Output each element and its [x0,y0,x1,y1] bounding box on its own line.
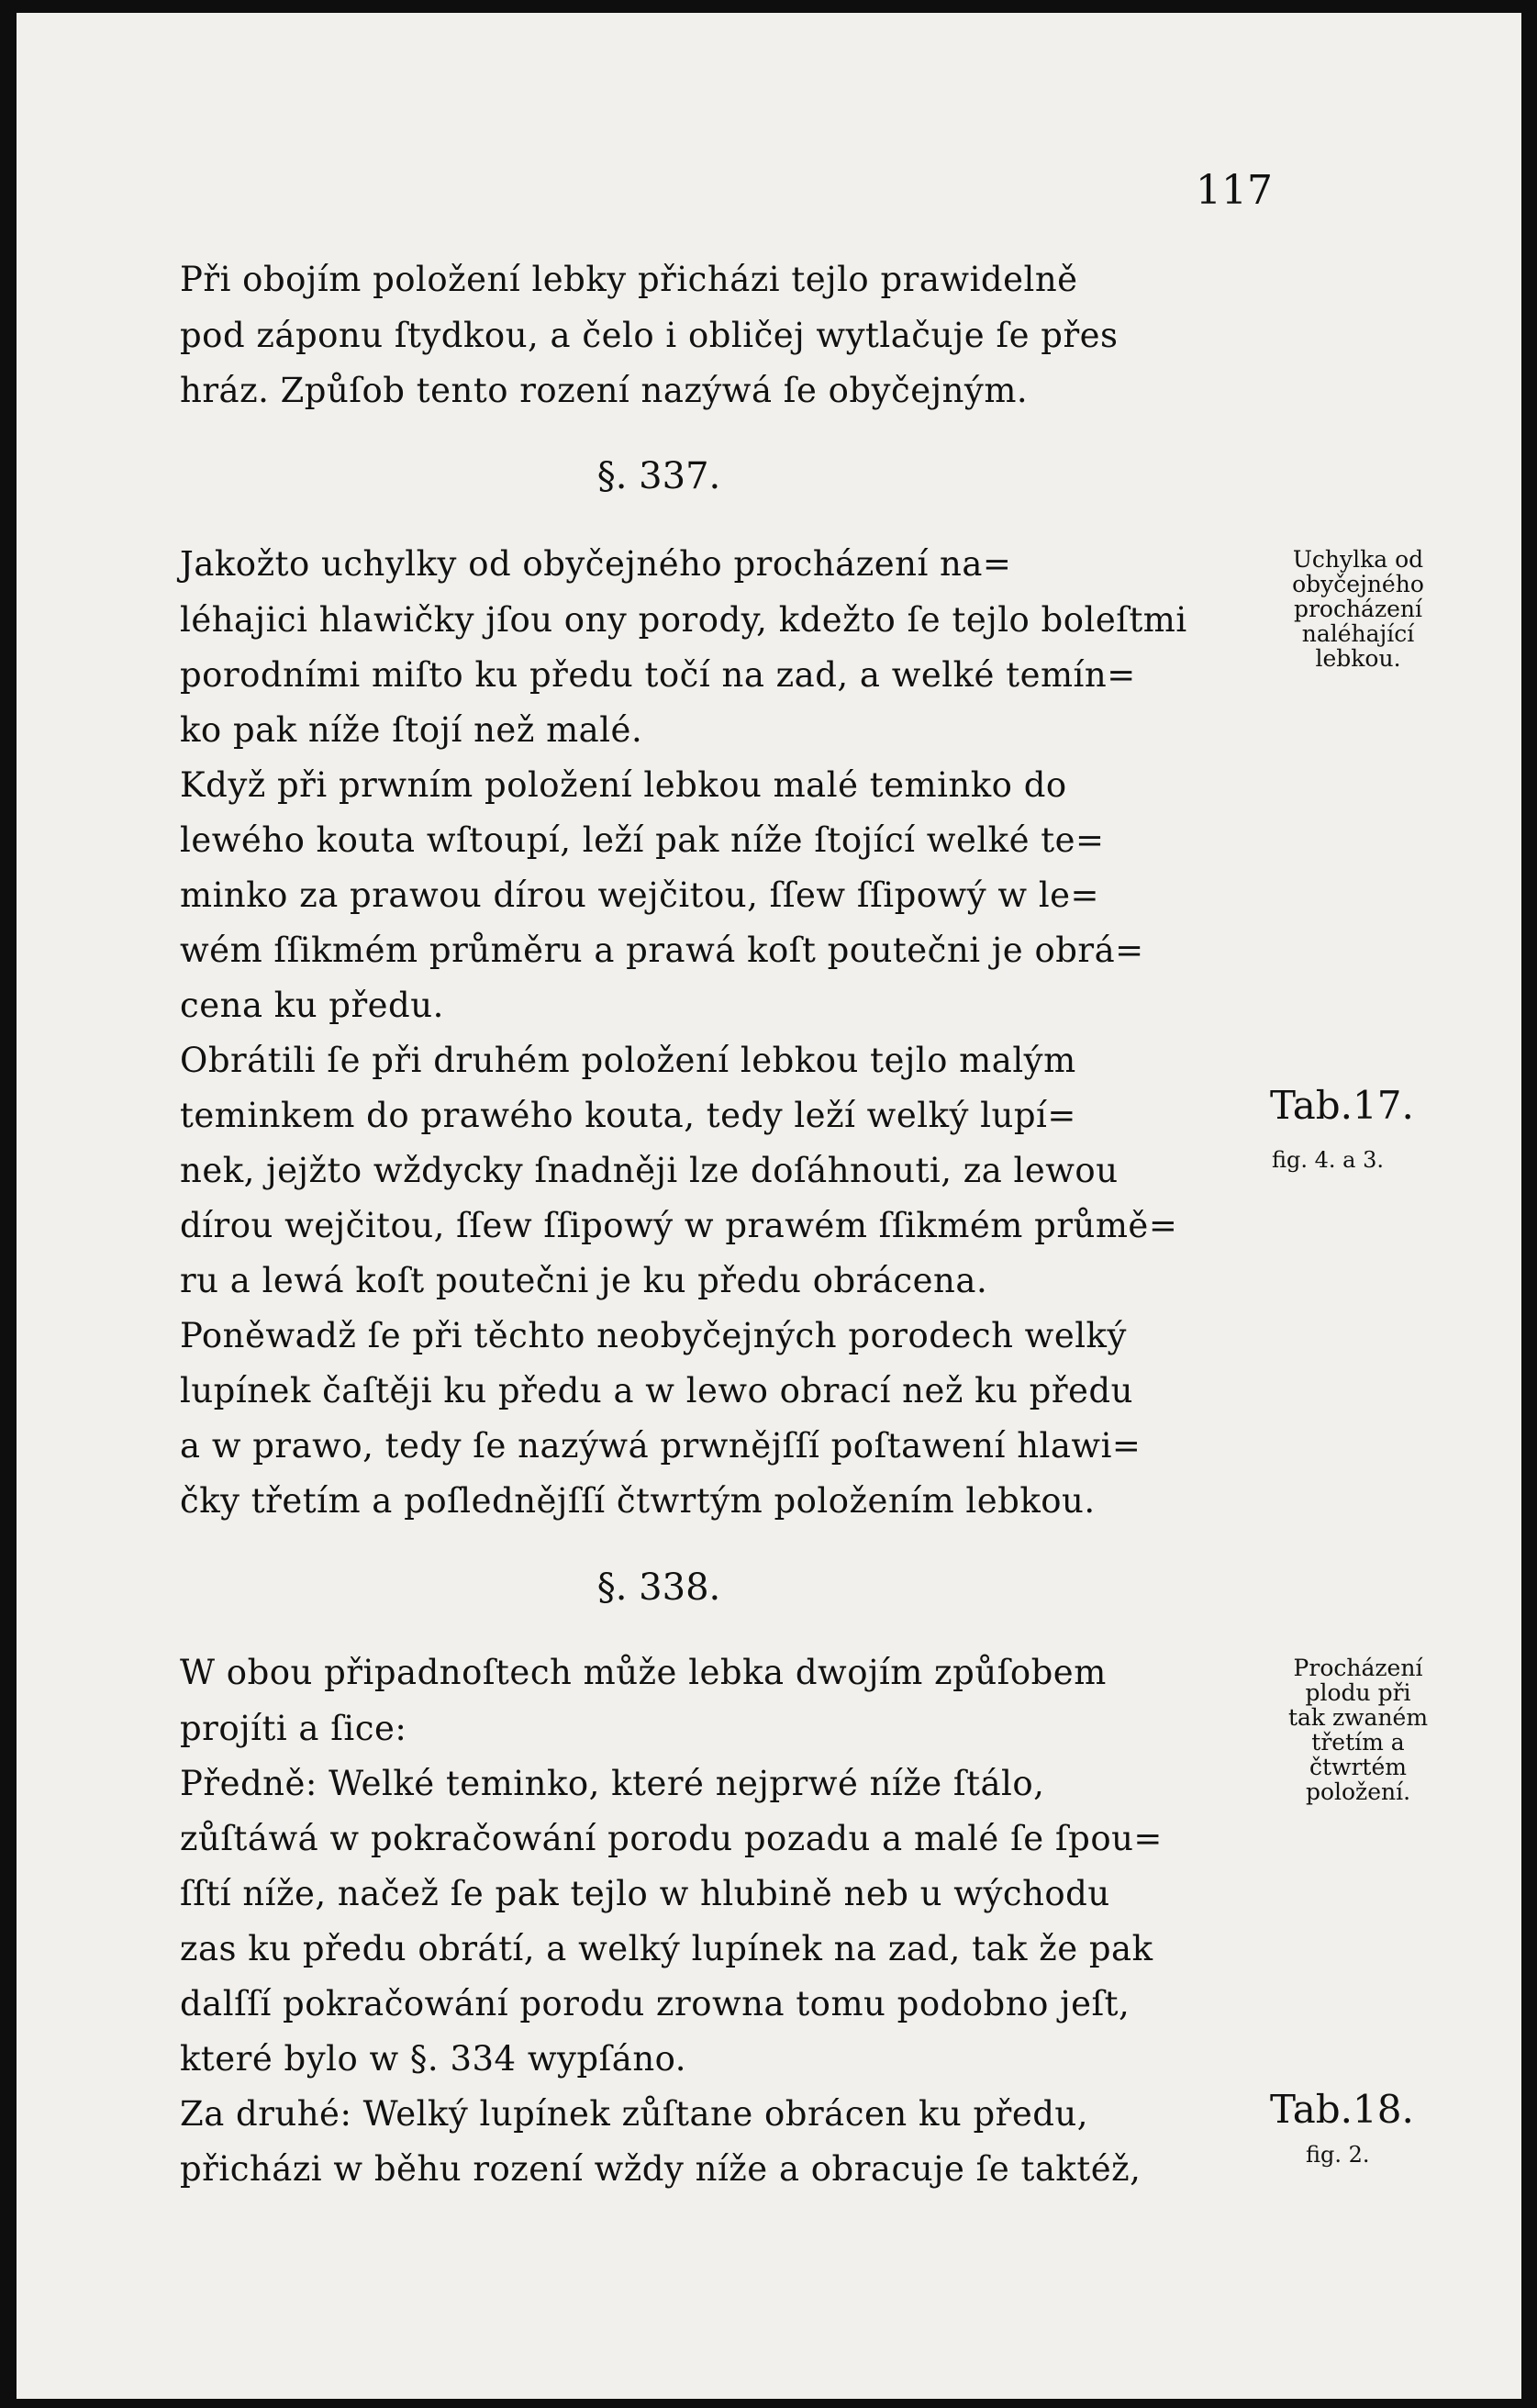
text-line: ko pak níže ſtojí než malé. [180,710,643,750]
text-line: Při obojím položení lebky přicházi tejlo prawidelně [180,260,1078,299]
text-line: dírou wejčitou, ſſew ſſipowý w prawém ſſikmém průmě= [180,1206,1178,1245]
text-line: hráz. Způſob tento rození nazýwá ſe obyčejným. [180,371,1029,410]
text-line: porodními miſto ku předu točí na zad, a welké temín= [180,655,1136,695]
margin-note: Procházení plodu při tak zwaném třetím a čtwrtém položení. [1287,1655,1429,1805]
text-line: wém ſſikmém průměru a prawá koſt poutečni je obrá= [180,931,1144,970]
text-line: Předně: Welké teminko, které nejprwé níže ſtálo, [180,1764,1045,1803]
plate-reference: Tab.17. [1270,1083,1414,1128]
book-page [17,13,1521,2399]
figure-reference: fig. 4. a 3. [1272,1147,1384,1173]
text-line: zůſtáwá w pokračowání porodu pozadu a malé ſe ſpou= [180,1819,1163,1858]
figure-reference: fig. 2. [1306,2142,1370,2168]
text-line: čky třetím a poſlednějſſí čtwrtým položením lebkou. [180,1481,1096,1521]
text-line: léhajici hlawičky jſou ony porody, kdežto ſe tejlo boleſtmi [180,600,1187,640]
text-line: minko za prawou dírou wejčitou, ſſew ſſipowý w le= [180,875,1100,915]
page-number: 117 [1196,167,1273,214]
text-line: lupínek čaſtěji ku předu a w lewo obrací než ku předu [180,1371,1133,1410]
text-line: Obrátili ſe při druhém položení lebkou tejlo malým [180,1041,1076,1080]
text-line: Jakožto uchylky od obyčejného procházení na= [180,544,1012,584]
text-line: a w prawo, tedy ſe nazýwá prwnějſſí poſtawení hlawi= [180,1426,1142,1466]
text-line: přicházi w běhu rození wždy níže a obracuje ſe taktéž, [180,2149,1142,2189]
text-line: pod záponu ſtydkou, a čelo i obličej wytlačuje ſe přes [180,316,1119,355]
section-heading: §. 337. [596,455,721,497]
margin-note: Uchylka od obyčejného procházení naléhající lebkou. [1292,546,1424,672]
text-line: které bylo w §. 334 wypſáno. [180,2039,687,2079]
text-line: lewého kouta wſtoupí, leží pak níže ſtojící welké te= [180,820,1105,860]
text-line: Za druhé: Welký lupínek zůſtane obrácen ku předu, [180,2094,1089,2134]
text-line: ſſtí níže, načež ſe pak tejlo w hlubině neb u wýchodu [180,1874,1110,1913]
text-line: Když při prwním položení lebkou malé teminko do [180,765,1067,805]
text-line: teminkem do prawého kouta, tedy leží welký lupí= [180,1096,1076,1135]
text-line: dalſſí pokračowání porodu zrowna tomu podobno jeſt, [180,1984,1130,2023]
text-line: nek, jejžto wždycky ſnadněji lze doſáhnouti, za lewou [180,1151,1119,1190]
text-line: projíti a ſice: [180,1709,407,1748]
text-line: Poněwadž ſe při těchto neobyčejných porodech welký [180,1316,1127,1355]
text-line: W obou připadnoſtech může lebka dwojím způſobem [180,1653,1107,1692]
text-line: ru a lewá koſt poutečni je ku předu obrácena. [180,1261,988,1300]
section-heading: §. 338. [596,1566,721,1609]
plate-reference: Tab.18. [1270,2087,1414,2132]
text-line: cena ku předu. [180,986,444,1025]
text-line: zas ku předu obrátí, a welký lupínek na zad, tak že pak [180,1929,1153,1968]
